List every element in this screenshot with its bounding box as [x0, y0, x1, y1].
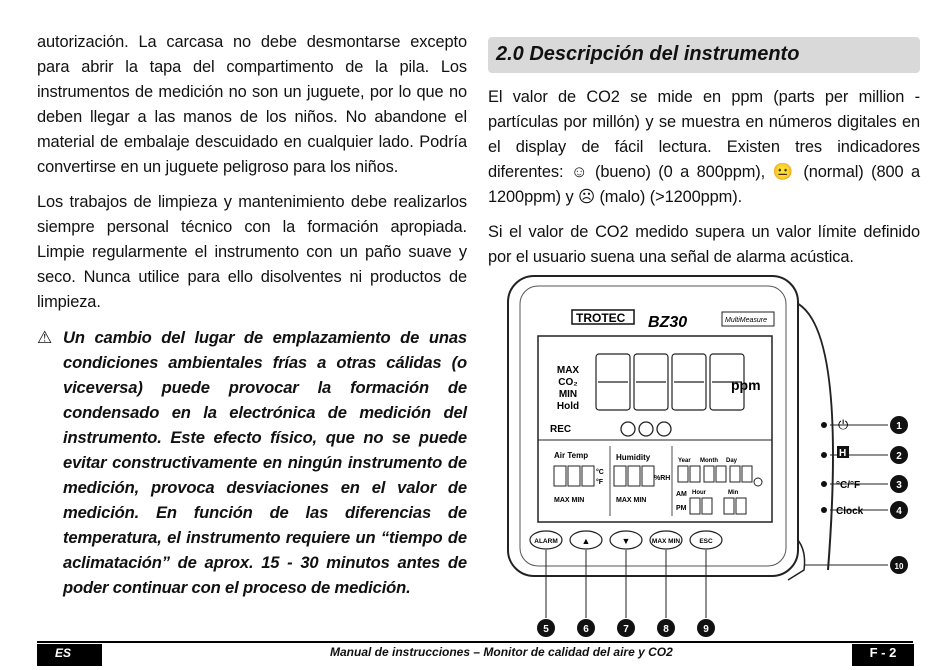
alarm-button[interactable]: ALARM [534, 538, 558, 545]
lcd-co2-label: CO₂ [558, 377, 578, 388]
warning-text: Un cambio del lugar de emplazamiento de unas condiciones ambientales frías a otras cálidas (o viceversa) puede provocar la formación de condensado en la electrónica de medición del instrumento. Este efecto físico, que no se puede evitar constructivamente en ningún instrumento de medición, provoca desviaciones en el valor de medición. En función de las diferencias de temperatura, el instrumento requiere un “tiempo de aclimatación” de aprox. 15 - 30 minutos antes de poder continuar con el proceso de medición. [63, 328, 467, 597]
paragraph-cover: autorización. La carcasa no debe desmontarse excepto para abrir la tapa del compartimento de la pila. Los instrumentos de medición no son un juguete, por lo que no deben llegar a las manos de los niños. No abandone el material de embalaje descuidado en cualquier lado. Podría convertirse en un juguete peligroso para los niños. [37, 33, 467, 176]
footer-rule [37, 641, 913, 643]
callout-3: 3 [896, 480, 902, 491]
unit-ppm: ppm [731, 377, 761, 393]
callout-6: 6 [583, 624, 589, 635]
paragraph-alarm: Si el valor de CO2 medido supera un valor límite definido por el usuario suena una señal de alarma acústica. [488, 223, 920, 266]
h-label: H [839, 448, 847, 459]
section-heading-text: 2.0 Descripción del instrumento [496, 43, 800, 65]
paragraph-description: El valor de CO2 se mide en ppm (parts per million - partículas por millón) y se muestra en números digitales en el display de fácil lectura. Existen tres indicadores diferentes: ☺ (bueno) (0 a 800ppm), 😐 (normal) (800 a 1200ppm) y ☹ (malo) (>1200ppm). [488, 88, 920, 206]
left-column [37, 30, 467, 600]
warning-block [37, 325, 467, 600]
callout-7: 7 [623, 624, 629, 635]
year-label: Year [678, 458, 691, 464]
model-badge: MultiMeasure [725, 317, 768, 324]
footer-language: ES [37, 644, 102, 666]
unit-toggle-label: °C/°F [836, 480, 861, 491]
fahrenheit-label: °F [596, 479, 604, 486]
min-label: Min [728, 490, 739, 496]
temp-maxmin-label: MAX MIN [554, 497, 585, 504]
air-temp-label: Air Temp [554, 451, 589, 460]
callout-4: 4 [896, 506, 902, 517]
am-label: AM [676, 491, 687, 498]
paragraph-cleaning: Los trabajos de limpieza y mantenimiento debe realizarlos siempre personal técnico con la formación apropiada. Limpie regularmente el instrumento con un paño suave y seco. Nunca utilice para ello disolventes ni productos de limpieza. [37, 193, 467, 311]
callout-5: 5 [543, 624, 549, 635]
callout-1: 1 [896, 421, 902, 432]
pm-label: PM [676, 505, 687, 512]
rec-label: REC [550, 424, 572, 435]
hour-label: Hour [692, 490, 706, 496]
clock-label: Clock [836, 506, 864, 517]
humidity-label: Humidity [616, 453, 651, 462]
maxmin-button[interactable]: MAX MIN [651, 538, 681, 545]
section-heading [488, 37, 920, 73]
lcd-max-label: MAX [556, 365, 580, 376]
device-illustration [488, 270, 928, 640]
down-button[interactable]: ▼ [621, 536, 631, 546]
footer-page-number: F - 2 [852, 644, 914, 666]
footer-title: Manual de instrucciones – Monitor de calidad del aire y CO2 [330, 645, 673, 659]
power-icon: ⏻ [838, 417, 849, 432]
right-column [488, 85, 920, 280]
callout-9: 9 [703, 624, 709, 635]
day-label: Day [726, 458, 738, 464]
lcd-hold-label: Hold [556, 401, 580, 412]
rh-label: %RH [654, 475, 671, 482]
esc-button[interactable]: ESC [699, 538, 713, 545]
callout-2: 2 [896, 451, 902, 462]
lcd-min-label: MIN [558, 389, 578, 400]
callout-8: 8 [663, 624, 669, 635]
brand-text: TROTEC [576, 311, 626, 325]
up-button[interactable]: ▲ [581, 536, 591, 546]
model-text: BZ30 [648, 314, 688, 331]
celsius-label: °C [596, 469, 604, 476]
month-label: Month [700, 458, 718, 464]
warning-triangle-icon: ⚠ [37, 328, 53, 347]
callout-10: 10 [894, 562, 904, 571]
hum-maxmin-label: MAX MIN [616, 497, 647, 504]
